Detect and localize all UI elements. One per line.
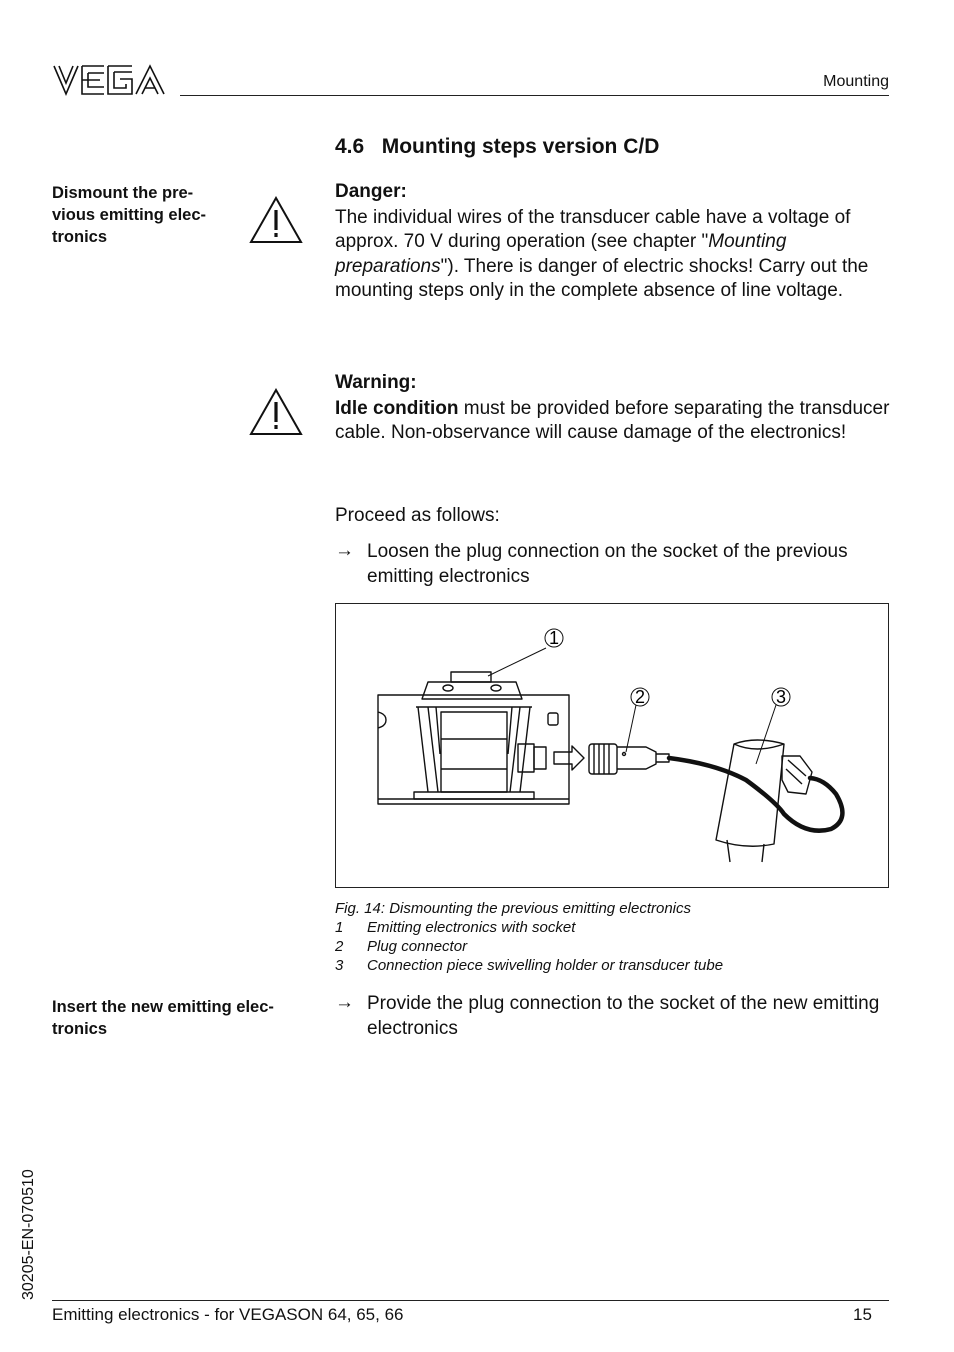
step2-text: Provide the plug connection to the socket of the new emitting electronics xyxy=(367,993,880,1039)
figure-dismounting xyxy=(335,603,889,888)
danger-label: Danger: xyxy=(335,181,407,202)
header-section-title: Mounting xyxy=(823,73,889,90)
caption-title: Fig. 14: Dismounting the previous emitting electronics xyxy=(335,900,692,917)
figure-drawing xyxy=(336,604,888,887)
warning-block xyxy=(335,371,891,446)
proceed-text: Proceed as follows: xyxy=(335,505,500,526)
callout-2: 2 xyxy=(634,687,646,707)
legend-text: Connection piece swivelling holder or transducer tube xyxy=(367,957,724,974)
vega-logo xyxy=(52,62,170,98)
danger-block xyxy=(335,180,891,304)
danger-text-part2: "). There is danger of electric shocks! Carry out the mounting steps only in the complete absence of line voltage. xyxy=(335,255,869,302)
warning-text-rest: must be provided before separating the transducer cable. Non-observance will cause damage of the electronics! xyxy=(335,397,890,444)
legend-text: Emitting electronics with socket xyxy=(367,919,576,936)
step1-arrow-icon: → xyxy=(335,540,354,561)
legend-item xyxy=(335,937,723,956)
danger-text xyxy=(335,206,891,304)
vega-logo-graphic xyxy=(52,62,170,98)
legend-num: 3 xyxy=(335,957,344,974)
document-id: 30205-EN-070510 xyxy=(20,1169,37,1300)
legend-num: 2 xyxy=(335,938,344,955)
margin-note-dismount: Dismount the pre- vious emitting elec- tronics xyxy=(52,184,207,246)
page-number: 15 xyxy=(853,1305,872,1324)
warning-text-bold: Idle condition xyxy=(335,397,459,419)
legend-item xyxy=(335,918,723,937)
legend-text: Plug connector xyxy=(367,938,468,955)
footer-title: Emitting electronics - for VEGASON 64, 65, 66 xyxy=(52,1305,404,1324)
warning-icon xyxy=(249,388,303,436)
danger-text-part1: The individual wires of the transducer cable have a voltage of approx. 70 V during operation (see chapter " xyxy=(335,206,851,253)
callout-3: 3 xyxy=(775,687,787,707)
warning-text xyxy=(335,397,891,446)
danger-warning-icon xyxy=(249,196,303,244)
callout-1: 1 xyxy=(548,628,560,648)
header-rule xyxy=(180,95,889,96)
step1-text: Loosen the plug connection on the socket of the previous emitting electronics xyxy=(367,541,848,587)
margin-note-insert: Insert the new emitting elec- tronics xyxy=(52,998,274,1038)
footer-rule xyxy=(52,1300,889,1301)
legend-item xyxy=(335,956,723,975)
legend-num: 1 xyxy=(335,919,344,936)
section-title: 4.6 Mounting steps version C/D xyxy=(335,135,660,158)
figure-caption xyxy=(335,899,723,975)
warning-label: Warning: xyxy=(335,372,417,393)
step2-arrow-icon: → xyxy=(335,992,354,1013)
danger-text-italic: Mounting preparations xyxy=(335,231,787,277)
